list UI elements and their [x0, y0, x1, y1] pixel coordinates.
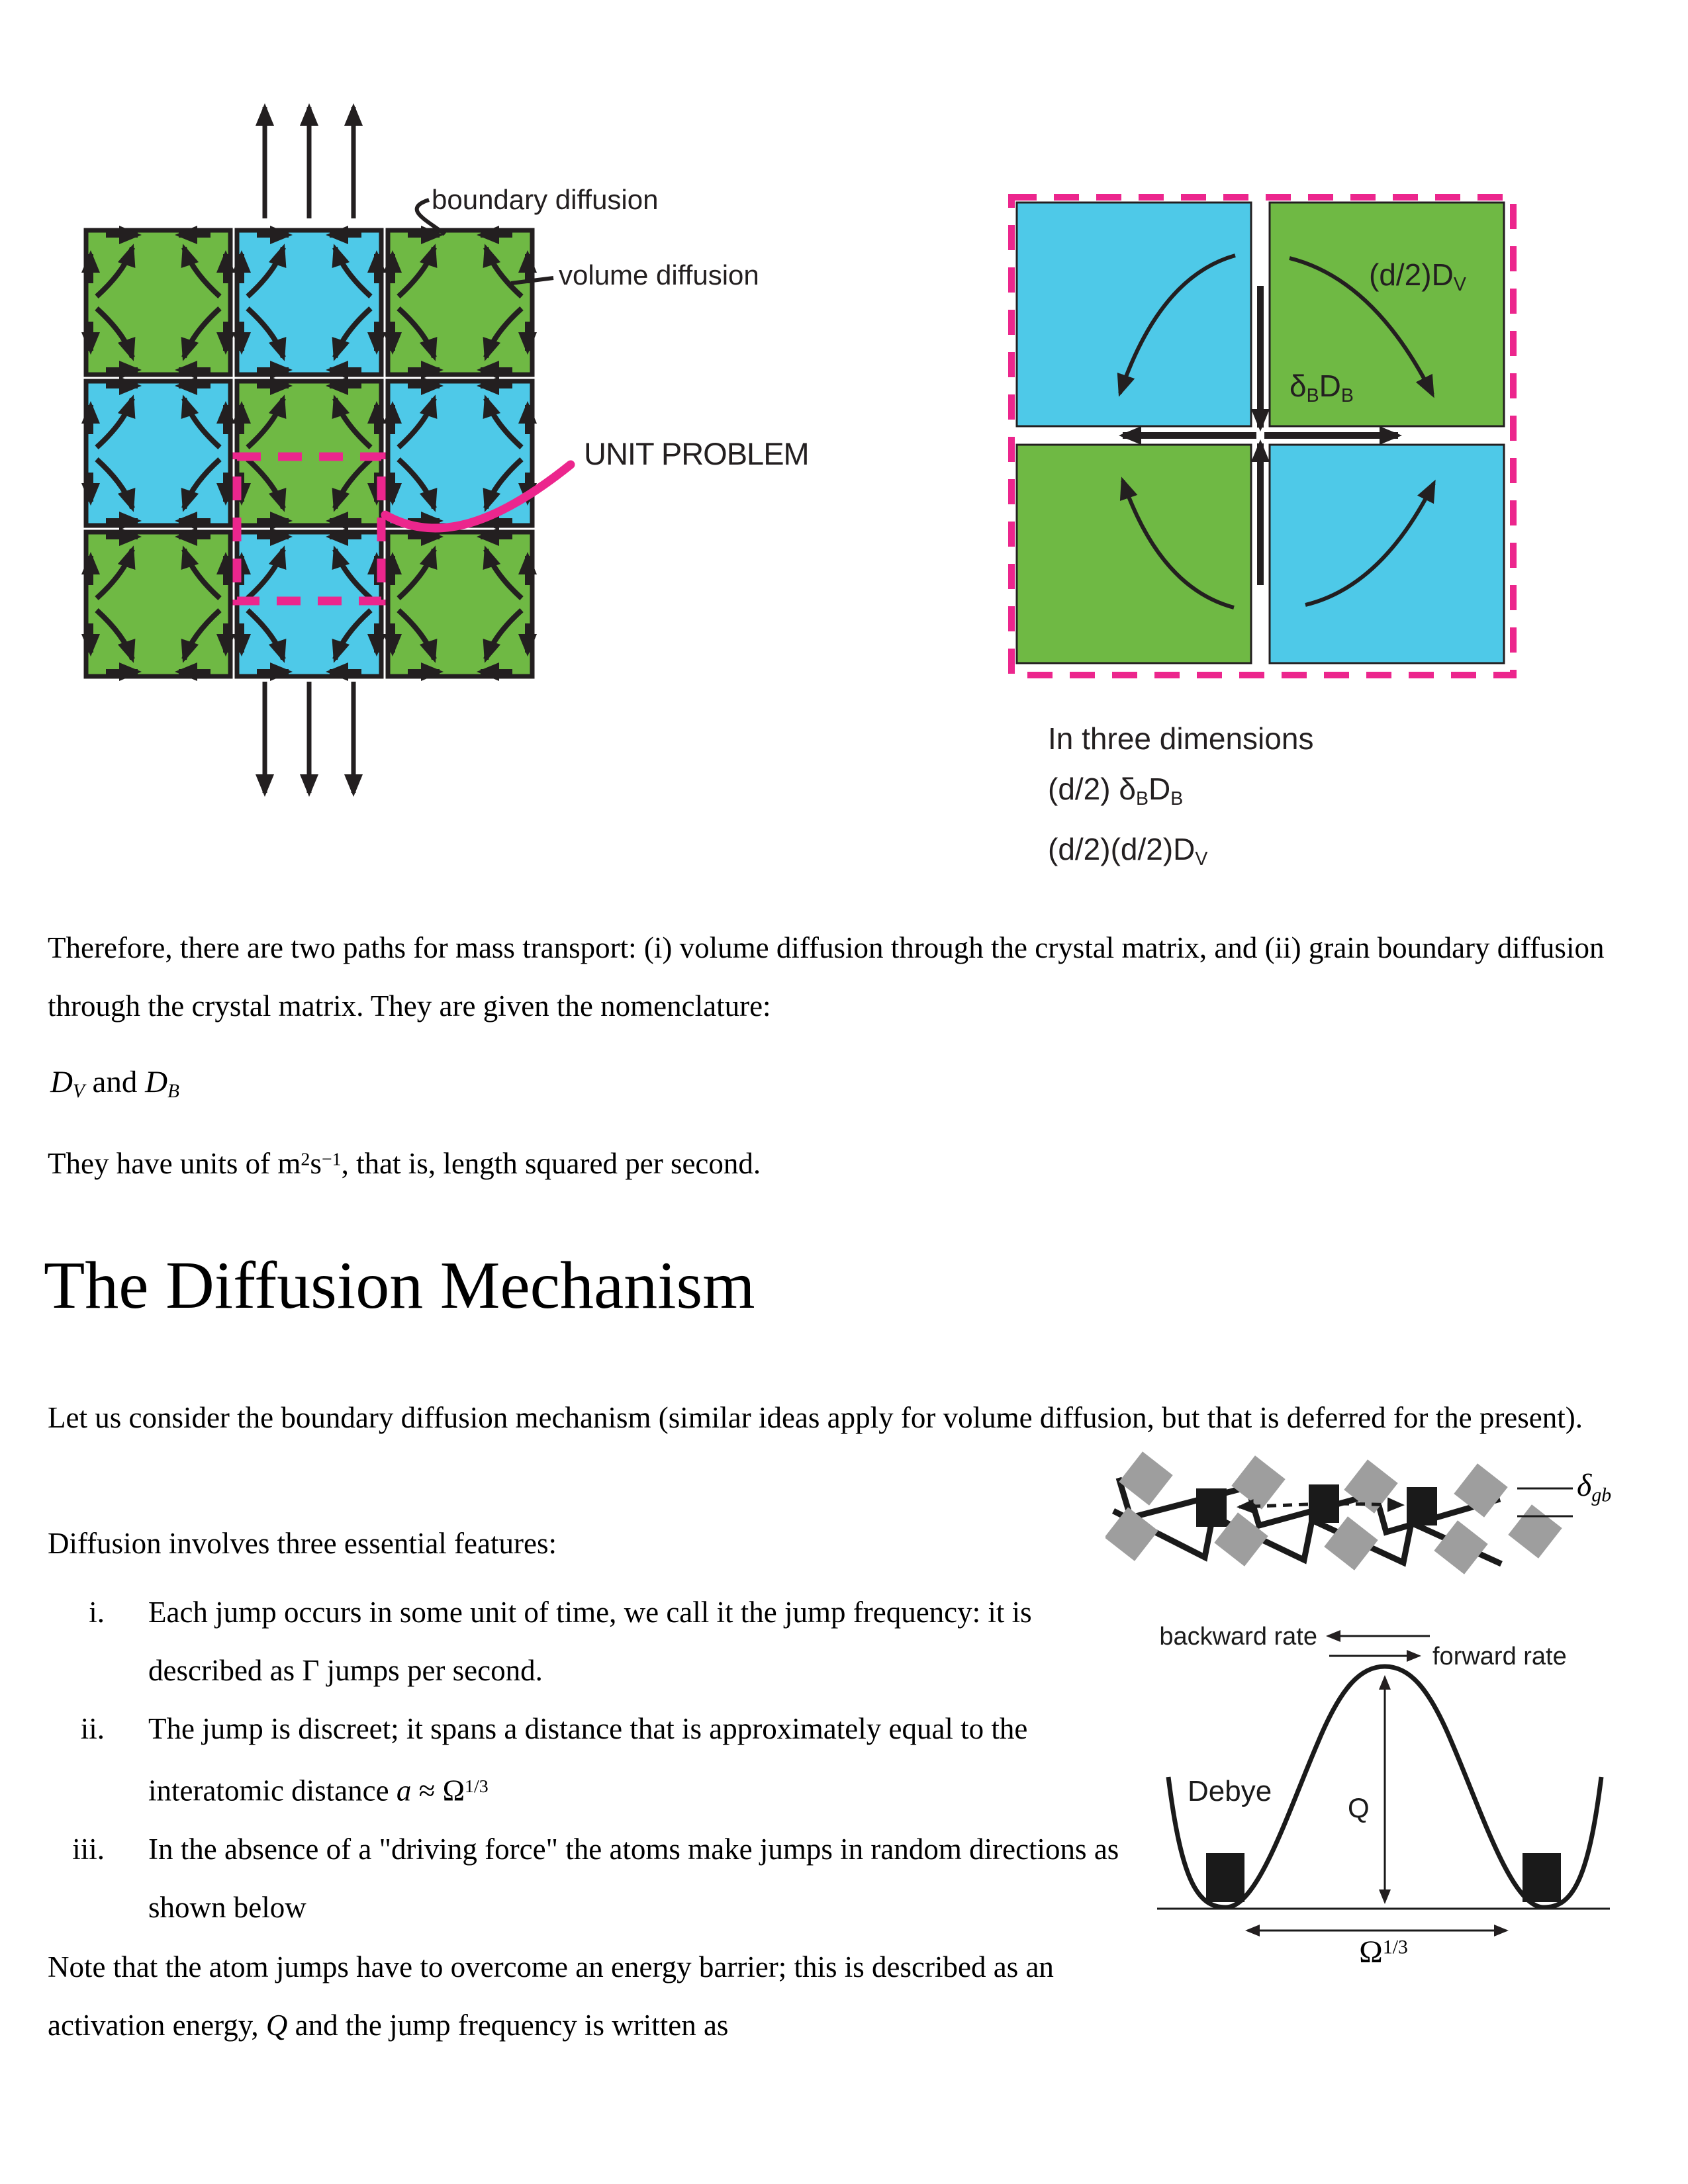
- q-label: Q: [1348, 1792, 1370, 1823]
- dv-symbol: D: [50, 1065, 73, 1099]
- caption2-sub1: B: [1135, 788, 1149, 809]
- boundary-width-lines: [1517, 1488, 1573, 1516]
- list-item: [48, 1700, 1133, 1820]
- delta-gb-label: [1577, 1467, 1611, 1506]
- dv-sub: V: [1453, 273, 1466, 295]
- boundary-diffusion-label: boundary diffusion: [432, 184, 659, 215]
- omega-glyph: Ω: [1359, 1934, 1383, 1970]
- units-sup-2: 2: [301, 1149, 310, 1170]
- section-heading: The Diffusion Mechanism: [44, 1248, 755, 1323]
- caption-line-1: In three dimensions: [1048, 721, 1314, 756]
- item2-text-a: The jump is discreet; it spans a distance that is approximately equal to the interatomic distance: [148, 1712, 1028, 1807]
- item1-text-b: jumps per second.: [319, 1654, 543, 1687]
- caption2-pre: (d/2) δ: [1048, 772, 1136, 806]
- db-main: D: [1319, 369, 1341, 403]
- caption3-sub: V: [1195, 848, 1208, 870]
- q-symbol: Q: [265, 2009, 288, 2042]
- db-delta-sub: B: [1306, 385, 1319, 406]
- list-item: [48, 1820, 1133, 1936]
- list-item-number: iii.: [72, 1832, 105, 1866]
- energy-barrier-figure: [1152, 1608, 1615, 1972]
- list-item-text: [148, 1583, 1121, 1700]
- dv-symbol-sub: V: [72, 1081, 85, 1103]
- delta-gb-sub: gb: [1591, 1484, 1612, 1506]
- unit-quadrant: [1017, 445, 1251, 663]
- forward-rate-label: forward rate: [1432, 1643, 1567, 1670]
- db-sub: B: [1340, 385, 1354, 406]
- db-symbol-sub: B: [167, 1081, 179, 1103]
- list-item-number: ii.: [80, 1712, 105, 1745]
- paragraph-three-features: Diffusion involves three essential features:: [48, 1527, 557, 1560]
- lattice-cell: [86, 381, 230, 525]
- caption2-d: D: [1149, 772, 1171, 806]
- list-item-text: In the absence of a "driving force" the atoms make jumps in random directions as shown below: [148, 1832, 1119, 1924]
- units-s: s: [310, 1147, 322, 1180]
- unit-problem-figure: [1006, 192, 1529, 682]
- gamma-symbol: Γ: [302, 1654, 320, 1687]
- para4-text-a: Note that the atom jumps have to overcome an energy barrier; this is described as an activation energy,: [48, 1950, 1054, 2042]
- debye-label: Debye: [1188, 1775, 1272, 1807]
- paragraph-energy-barrier: [48, 1938, 1133, 2054]
- db-delta: δ: [1289, 369, 1307, 403]
- units-sup-neg1: −1: [321, 1149, 342, 1170]
- db-symbol: D: [145, 1065, 168, 1099]
- db-coefficient-label: [1289, 368, 1354, 407]
- item1-text-a: Each jump occurs in some unit of time, we call it the jump frequency: it is described as: [148, 1596, 1032, 1687]
- dv-main: (d/2)D: [1369, 257, 1454, 292]
- backward-rate-label: backward rate: [1159, 1623, 1317, 1651]
- omega-exponent: 1/3: [465, 1776, 489, 1797]
- lattice-cell: [86, 230, 230, 375]
- top-flux-arrows: [265, 107, 353, 218]
- bottom-flux-arrows: [265, 682, 353, 793]
- list-item: [48, 1583, 1133, 1700]
- three-dimensions-caption: [1048, 713, 1313, 884]
- nomenclature-line: [50, 1064, 179, 1103]
- omega-symbol: Ω: [442, 1774, 465, 1807]
- list-item-number: i.: [89, 1596, 105, 1629]
- lattice-cell: [388, 532, 532, 676]
- units-line: [48, 1146, 761, 1181]
- para4-text-b: and the jump frequency is written as: [287, 2009, 729, 2042]
- approx-symbol: ≈: [411, 1774, 443, 1807]
- lattice-cell: [388, 230, 532, 375]
- caption3-pre: (d/2)(d/2)D: [1048, 831, 1196, 866]
- features-list: [48, 1583, 1133, 1936]
- grain-boundary-figure: [1105, 1446, 1675, 1578]
- units-post: , that is, length squared per second.: [341, 1147, 761, 1180]
- unit-quadrant: [1017, 203, 1251, 426]
- caption-line-2: [1048, 764, 1313, 824]
- delta-symbol: δ: [1577, 1468, 1592, 1503]
- unit-problem-label: UNIT PROBLEM: [584, 436, 809, 471]
- nomenclature-and: and: [84, 1065, 146, 1099]
- caption-line-3: [1048, 824, 1313, 884]
- volume-diffusion-label: volume diffusion: [559, 259, 759, 291]
- caption2-sub2: B: [1170, 788, 1184, 809]
- grain-boundary-svg: [1105, 1446, 1612, 1578]
- paragraph-mass-transport: Therefore, there are two paths for mass transport: (i) volume diffusion through the crystal matrix, and (ii) grain boundary diffusion through the crystal matrix. They are given the nomenclature:: [48, 931, 1605, 1023]
- lattice-cell: [86, 532, 230, 676]
- a-symbol: a: [396, 1774, 412, 1807]
- lattice-cell: [237, 230, 381, 375]
- paragraph-boundary-mechanism: Let us consider the boundary diffusion mechanism (similar ideas apply for volume diffusion, but that is deferred for the present).: [48, 1401, 1583, 1434]
- dv-coefficient-label: [1369, 257, 1466, 296]
- omega-exp: 1/3: [1382, 1936, 1408, 1958]
- units-pre: They have units of m: [48, 1147, 301, 1180]
- lattice-diffusion-figure: [66, 86, 966, 860]
- list-item-text: [148, 1700, 1121, 1820]
- omega-label: [1331, 1934, 1436, 1970]
- lattice-grid: [86, 230, 532, 676]
